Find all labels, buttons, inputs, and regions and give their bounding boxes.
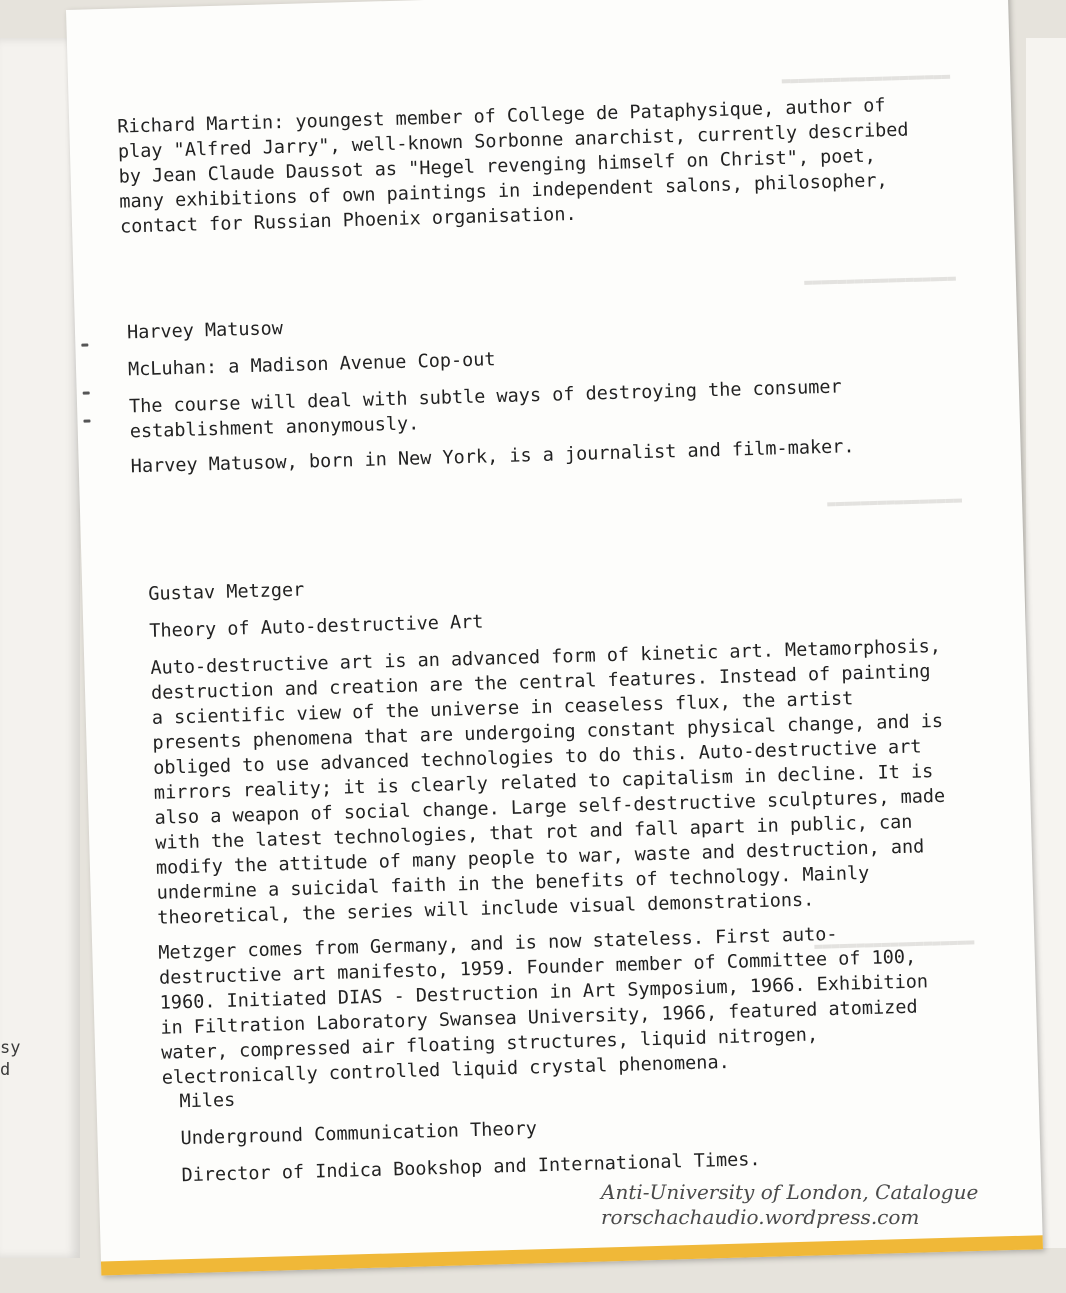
metzger-description: Auto-destructive art is an advanced form of kinetic art. Metamorphosis, destruction and creation are the central features. Instead of painting a scientific view of the universe in ceaseless flux, the artist presents phenomena that are undergoing constant physical change, and is obliged to use advanced technologies to do this. Auto-destructive art mirrors reality; it is clearly related to capitalism in decline. It is also a weapon of social change. Large self-destructive sculptures, made with the latest technologies, that rot and fall apart in public, can modify the attitude of many people to war, waste and destruction, and undermine a suicidal faith in the benefits of technology. Mainly theoretical, the series will include visual demonstrations.: [150, 635, 946, 929]
caption-url: rorschachaudio.wordpress.com: [601, 1205, 920, 1229]
matusow-course-title: McLuhan: a Madison Avenue Cop-out: [127, 349, 496, 381]
metzger-bio: Metzger comes from Germany, and is now stateless. First auto-destructive art manifesto, 1959. Founder member of Committee of 100, 1960. Initiated DIAS - Destruction in Art Symposium, 1966. Exhibition in Filtration Laboratory Swansea University, 1966, featured atomized water, compressed air floating structures, liquid nitrogen, electronically controlled liquid crystal phenomena.: [158, 923, 929, 1089]
martin-bio: Richard Martin: youngest member of College de Pataphysique, author of play "Alfred Jarry", well-known Sorbonne anarchist, currently described by Jean Claude Daussot as "Hegel revenging himself on Christ", poet, many exhibitions of own paintings in independent salons, philosopher, contact for Russian Phoenix organisation.: [116, 95, 909, 238]
left-page-edge: [0, 38, 80, 1258]
staple-mark: [83, 419, 90, 422]
matusow-name: Harvey Matusow: [126, 318, 284, 344]
metzger-name: Gustav Metzger: [148, 579, 305, 605]
staple-mark: [83, 391, 90, 394]
left-margin-fragment: sy: [0, 1038, 21, 1058]
matusow-bio: Harvey Matusow, born in New York, is a journalist and film-maker.: [130, 436, 855, 478]
section-harvey-matusow: [127, 298, 939, 479]
miles-name: Miles: [179, 1089, 236, 1113]
metzger-course-title: Theory of Auto-destructive Art: [149, 611, 484, 642]
matusow-description: The course will deal with subtle ways of destroying the consumer establishment anonymously.: [128, 376, 842, 443]
staple-mark: [81, 344, 88, 347]
catalogue-page: [66, 0, 1043, 1276]
reverse-side-bleed-through: ▬▬▬▬▬▬▬▬▬▬▬▬▬▬▬▬▬▬▬▬ ▬▬▬▬▬▬▬▬▬▬▬▬▬▬▬▬▬▬ ▬▬▬▬▬▬▬▬▬▬▬▬▬▬▬▬ ▬▬▬▬▬▬▬▬▬▬▬▬▬▬▬▬▬▬▬: [781, 68, 975, 955]
left-margin-fragment: d: [0, 1060, 11, 1080]
section-miles: [179, 1068, 941, 1188]
section-richard-martin: [117, 92, 920, 239]
source-caption: [601, 1180, 978, 1230]
caption-title: Anti-University of London, Catalogue: [601, 1180, 979, 1204]
miles-bio: Director of Indica Bookshop and International Times.: [181, 1149, 761, 1187]
section-gustav-metzger: [148, 560, 962, 1091]
miles-course-title: Underground Communication Theory: [180, 1118, 538, 1150]
